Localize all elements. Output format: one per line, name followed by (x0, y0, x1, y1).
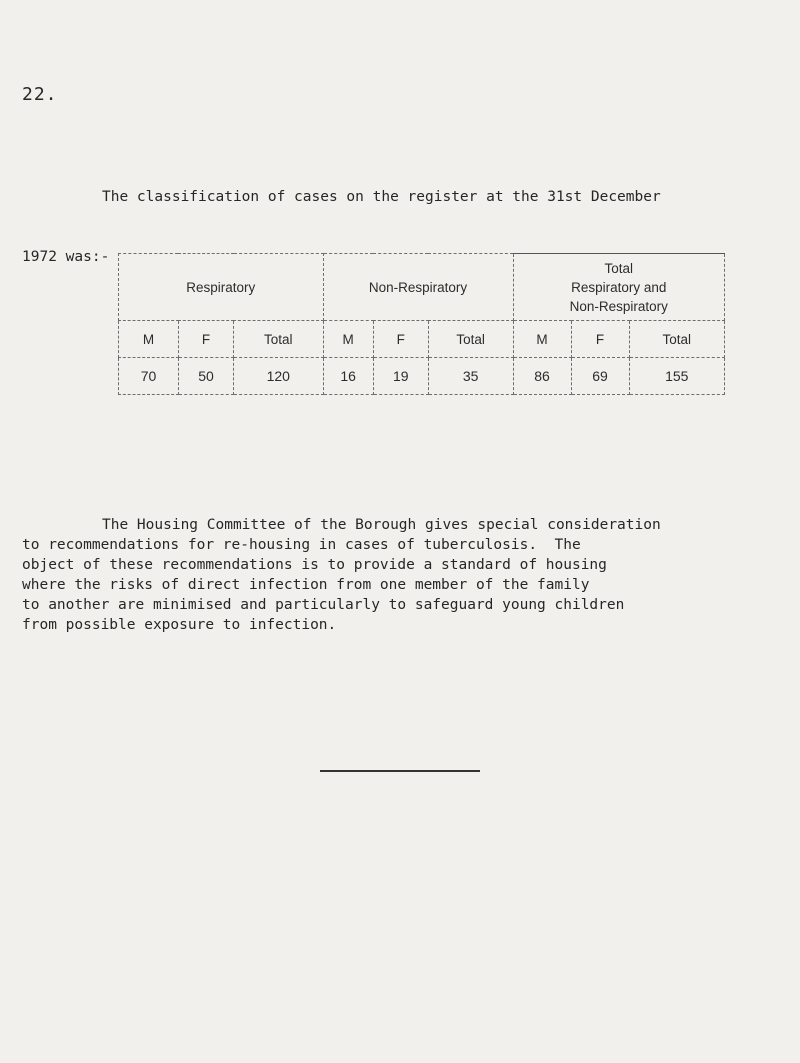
value-nonresp-f: 19 (373, 358, 428, 395)
paragraph-line: object of these recommendations is to provide a standard of housing (22, 557, 607, 573)
paragraph-line: The Housing Committee of the Borough gives special consideration (102, 517, 661, 533)
subheader-resp-f: F (178, 321, 233, 358)
intro-line-2: 1972 was:- (22, 249, 110, 265)
paragraph-line: to recommendations for re-housing in cases of tuberculosis. The (22, 537, 581, 553)
subheader-total-f: F (571, 321, 629, 358)
table-group-header-row (119, 254, 725, 321)
section-divider-rule (320, 770, 480, 772)
value-total-f: 69 (571, 358, 629, 395)
value-nonresp-total: 35 (428, 358, 513, 395)
housing-paragraph (22, 515, 782, 635)
subheader-nonresp-total: Total (428, 321, 513, 358)
value-resp-m: 70 (119, 358, 179, 395)
group-header-total-line-1: Total (604, 260, 634, 276)
classification-table (118, 253, 725, 395)
group-header-non-respiratory: Non-Respiratory (323, 254, 513, 321)
subheader-total-total: Total (629, 321, 724, 358)
paragraph-line: from possible exposure to infection. (22, 617, 337, 633)
page-number: 22. (22, 84, 58, 105)
group-header-respiratory: Respiratory (119, 254, 324, 321)
paragraph-line: to another are minimised and particularly to safeguard young children (22, 597, 625, 613)
table-subheader-row (119, 321, 725, 358)
group-header-total-line-2: Respiratory and (571, 279, 667, 295)
subheader-nonresp-m: M (323, 321, 373, 358)
value-nonresp-m: 16 (323, 358, 373, 395)
table-row (119, 358, 725, 395)
subheader-nonresp-f: F (373, 321, 428, 358)
subheader-resp-m: M (119, 321, 179, 358)
value-resp-f: 50 (178, 358, 233, 395)
group-header-total-line-3: Non-Respiratory (569, 298, 668, 314)
subheader-total-m: M (513, 321, 571, 358)
value-total-m: 86 (513, 358, 571, 395)
subheader-resp-total: Total (234, 321, 324, 358)
group-header-total (513, 254, 724, 321)
intro-line-1: The classification of cases on the register at the 31st December (102, 189, 661, 205)
paragraph-line: where the risks of direct infection from one member of the family (22, 577, 590, 593)
value-total-total: 155 (629, 358, 724, 395)
value-resp-total: 120 (234, 358, 324, 395)
